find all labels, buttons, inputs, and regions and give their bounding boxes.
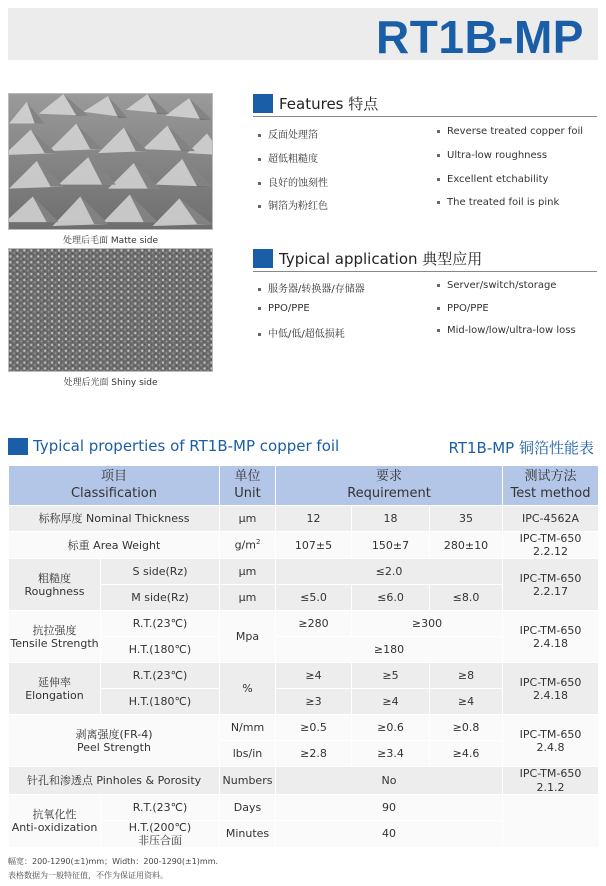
features-heading: [253, 93, 378, 114]
value-cell: ≥4: [352, 689, 430, 715]
bullet-icon: [437, 130, 440, 133]
application-text: PPO/PPE: [268, 303, 310, 314]
matte-side-micrograph: [8, 93, 213, 230]
method-cell: IPC-TM-650 2.4.8: [503, 715, 599, 767]
application-item: [437, 303, 489, 314]
application-text: 服务器/转换器/存储器: [268, 284, 365, 295]
row-label: 针孔和渗透点 Pinholes & Porosity: [9, 767, 220, 794]
properties-heading-en: Typical properties of RT1B-MP copper foil: [33, 437, 340, 455]
table-row: [9, 532, 599, 559]
unit-cell: μm: [220, 506, 276, 532]
heading-bar: [253, 94, 273, 113]
table-row: [9, 767, 599, 794]
application-item: [437, 280, 556, 291]
feature-text: 良好的蚀刻性: [268, 178, 328, 189]
feature-text: 反面处理箔: [268, 130, 318, 141]
row-label: 剥离强度(FR-4) Peel Strength: [9, 715, 220, 767]
shiny-side-micrograph: [8, 248, 213, 372]
unit-cell: Mpa: [220, 611, 276, 663]
value-cell: ≥0.8: [430, 715, 503, 741]
table-row: [9, 611, 599, 637]
properties-table: [8, 465, 599, 848]
unit-cell: lbs/in: [220, 741, 276, 767]
disclaimer-note: 表格数据为一般特征值，不作为保证用资料。: [8, 871, 168, 880]
table-row: [9, 559, 599, 585]
row-label: 标称厚度 Nominal Thickness: [9, 506, 220, 532]
features-heading-text: Features 特点: [279, 95, 379, 113]
table-row: [9, 715, 599, 741]
application-text: 中低/低/超低损耗: [268, 329, 345, 340]
value-cell: 18: [352, 506, 430, 532]
method-cell: IPC-TM-650 2.2.17: [503, 559, 599, 611]
bullet-icon: [258, 158, 261, 161]
properties-heading: [8, 437, 339, 455]
value-cell: ≥3.4: [352, 741, 430, 767]
sub-label: S side(Rz): [101, 559, 220, 585]
value-cell: ≥0.5: [276, 715, 352, 741]
value-cell: 40: [276, 820, 503, 847]
row-label: 粗糙度 Roughness: [9, 559, 101, 611]
value-cell: ≥3: [276, 689, 352, 715]
divider: [253, 116, 597, 117]
table-header-row: [9, 466, 599, 506]
sub-label: R.T.(23℃): [101, 663, 220, 689]
heading-bar: [8, 438, 28, 455]
divider: [253, 271, 597, 272]
bullet-icon: [258, 307, 261, 310]
bullet-icon: [437, 154, 440, 157]
value-cell: ≤8.0: [430, 585, 503, 611]
unit-cell: Days: [220, 794, 276, 820]
sub-label: R.T.(23℃): [101, 794, 220, 820]
feature-item: [437, 174, 548, 185]
method-cell: IPC-4562A: [503, 506, 599, 532]
value-cell: ≥5: [352, 663, 430, 689]
applications-heading: [253, 248, 482, 269]
table-row: [9, 663, 599, 689]
applications-heading-text: Typical application 典型应用: [279, 250, 483, 268]
method-cell: [503, 794, 599, 847]
application-text: Mid-low/low/ultra-low loss: [447, 325, 576, 336]
method-cell: IPC-TM-650 2.1.2: [503, 767, 599, 794]
properties-heading-cn: RT1B-MP 铜箔性能表: [448, 439, 594, 457]
application-item: [258, 303, 310, 314]
value-cell: 150±7: [352, 532, 430, 559]
sub-label: H.T.(180℃): [101, 689, 220, 715]
value-cell: ≤2.0: [276, 559, 503, 585]
row-label: 抗氧化性 Anti-oxidization: [9, 794, 101, 847]
matte-side-caption: 处理后毛面 Matte side: [62, 236, 159, 246]
bullet-icon: [258, 182, 261, 185]
feature-text: Ultra-low roughness: [447, 150, 548, 161]
value-cell: 280±10: [430, 532, 503, 559]
bullet-icon: [437, 307, 440, 310]
method-cell: IPC-TM-650 2.4.18: [503, 611, 599, 663]
value-cell: ≥4.6: [430, 741, 503, 767]
method-cell: IPC-TM-650 2.2.12: [503, 532, 599, 559]
value-cell: ≥2.8: [276, 741, 352, 767]
row-label: 标重 Area Weight: [9, 532, 220, 559]
value-cell: 12: [276, 506, 352, 532]
application-text: PPO/PPE: [447, 303, 489, 314]
sub-label: H.T.(180℃): [101, 637, 220, 663]
product-title: RT1B-MP: [376, 11, 584, 63]
unit-cell: %: [220, 663, 276, 715]
unit-cell: $g/m^2$: [220, 532, 276, 559]
row-label: 抗拉强度 Tensile Strength: [9, 611, 101, 663]
feature-item: [437, 197, 559, 208]
value-cell: No: [276, 767, 503, 794]
row-label: 延伸率 Elongation: [9, 663, 101, 715]
feature-item: [437, 150, 547, 161]
value-cell: ≥280: [276, 611, 352, 637]
feature-item: [258, 150, 318, 165]
feature-text: 铜箔为粉红色: [268, 201, 328, 212]
method-cell: IPC-TM-650 2.4.18: [503, 663, 599, 715]
column-header-classification: 项目 Classification: [9, 466, 220, 506]
value-cell: ≥300: [352, 611, 503, 637]
feature-text: Reverse treated copper foil: [447, 126, 584, 137]
bullet-icon: [258, 333, 261, 336]
table-row: [9, 506, 599, 532]
application-text: Server/switch/storage: [447, 280, 557, 291]
bullet-icon: [437, 201, 440, 204]
feature-item: [258, 126, 318, 141]
column-header-unit: 单位 Unit: [220, 466, 276, 506]
width-note: 幅宽：200-1290(±1)mm；Width：200-1290(±1)mm.: [8, 857, 219, 866]
table-row: [9, 794, 599, 820]
bullet-icon: [437, 178, 440, 181]
feature-item: [437, 126, 583, 137]
value-cell: 90: [276, 794, 503, 820]
unit-cell: Minutes: [220, 820, 276, 847]
value-cell: ≥0.6: [352, 715, 430, 741]
bullet-icon: [258, 134, 261, 137]
value-cell: ≥180: [276, 637, 503, 663]
bullet-icon: [437, 329, 440, 332]
column-header-requirement: 要求 Requirement: [276, 466, 503, 506]
application-item: [258, 280, 365, 295]
feature-item: [258, 174, 328, 189]
bullet-icon: [258, 205, 261, 208]
column-header-method: 测试方法 Test method: [503, 466, 599, 506]
sub-label: M side(Rz): [101, 585, 220, 611]
bullet-icon: [258, 288, 261, 291]
value-cell: ≤6.0: [352, 585, 430, 611]
sub-label: R.T.(23℃): [101, 611, 220, 637]
feature-item: [258, 197, 328, 212]
application-item: [258, 325, 345, 340]
unit-cell: μm: [220, 559, 276, 585]
unit-cell: Numbers: [220, 767, 276, 794]
shiny-side-caption: 处理后光面 Shiny side: [63, 378, 158, 388]
header-banner: [8, 8, 598, 63]
value-cell: 35: [430, 506, 503, 532]
unit-cell: μm: [220, 585, 276, 611]
value-cell: 107±5: [276, 532, 352, 559]
value-cell: ≤5.0: [276, 585, 352, 611]
heading-bar: [253, 249, 273, 268]
unit-cell: N/mm: [220, 715, 276, 741]
application-item: [437, 325, 576, 336]
value-cell: ≥8: [430, 663, 503, 689]
feature-text: Excellent etchability: [447, 174, 549, 185]
bullet-icon: [437, 284, 440, 287]
feature-text: The treated foil is pink: [447, 197, 560, 208]
sub-label: H.T.(200℃) 非压合面: [101, 820, 220, 847]
value-cell: ≥4: [276, 663, 352, 689]
feature-text: 超低粗糙度: [268, 154, 318, 165]
value-cell: ≥4: [430, 689, 503, 715]
